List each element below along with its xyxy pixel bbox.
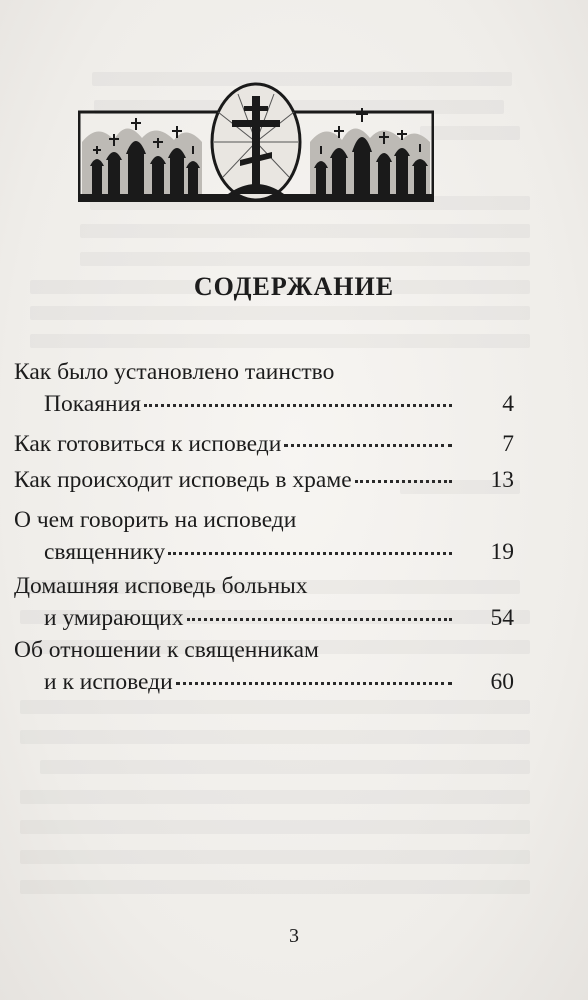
toc-entry-title-line: и к исповеди (44, 669, 173, 695)
toc-page-number: 19 (490, 539, 514, 565)
toc-entry-title-line: священнику (44, 539, 166, 565)
dot-leader (187, 618, 453, 621)
toc-entry[interactable] (14, 634, 514, 698)
dot-leader (176, 682, 452, 685)
toc-page-number: 4 (502, 391, 514, 417)
toc-entry[interactable] (14, 428, 514, 460)
toc-page-number: 54 (490, 605, 514, 631)
toc-entry[interactable] (14, 356, 514, 420)
toc-entry[interactable] (14, 464, 514, 496)
toc-entry-title-line: и умирающих (44, 605, 184, 631)
dot-leader (144, 404, 452, 407)
toc-entry-title-line: Покаяния (44, 391, 141, 417)
toc-entry-title-line: Как было установлено таинство (14, 359, 335, 385)
toc-page-number: 60 (490, 669, 514, 695)
dot-leader (284, 444, 452, 447)
toc-page-number: 13 (490, 467, 514, 493)
toc-entry-title-line: Домашняя исповедь больных (14, 573, 308, 599)
toc-entry-title-line: Об отношении к священникам (14, 637, 319, 663)
toc-entry[interactable] (14, 570, 514, 634)
page-title: СОДЕРЖАНИЕ (193, 272, 395, 301)
dot-leader (168, 552, 452, 555)
church-domes-cross-vignette-icon (78, 82, 434, 204)
toc-entry-title-line: Как происходит исповедь в храме (14, 467, 352, 493)
dot-leader (355, 480, 452, 483)
toc-entry[interactable] (14, 504, 514, 568)
toc-entry-title-line: О чем говорить на исповеди (14, 507, 297, 533)
page-number: 3 (289, 925, 299, 947)
toc-entry-title-line: Как готовиться к исповеди (14, 431, 282, 457)
toc-page-number: 7 (502, 431, 514, 457)
